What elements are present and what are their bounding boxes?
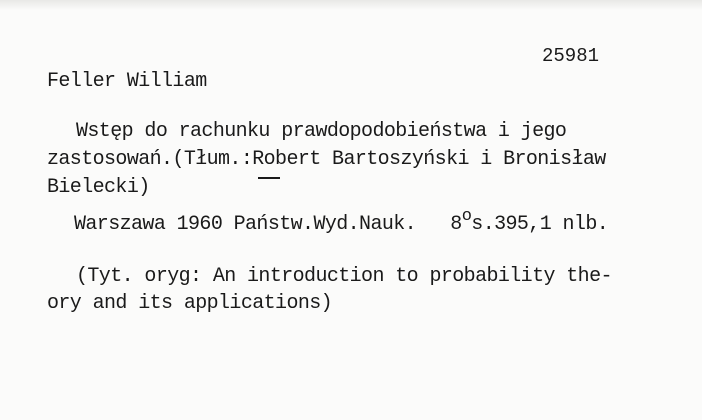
imprint-line <box>74 207 609 238</box>
collation: s.395,1 nlb. <box>471 213 609 236</box>
original-title-line-1: (Tyt. oryg: An introduction to probability the- <box>76 265 612 288</box>
accession-number: 25981 <box>542 45 600 67</box>
original-title-line-2: ory and its applications) <box>47 292 333 315</box>
format-superscript: o <box>461 207 472 226</box>
title-line-1: Wstęp do rachunku prawdopodobieństwa i jego <box>76 120 567 143</box>
title-line-2: zastosowań.(Tłum.:Robert Bartoszyński i Bronisław <box>47 148 606 171</box>
title-line-3: Bielecki) <box>47 176 150 199</box>
author-name: Feller William <box>47 70 207 93</box>
underline-mark <box>258 177 280 179</box>
imprint-publisher: Warszawa 1960 Państw.Wyd.Nauk. <box>74 213 417 236</box>
format-number: 8 <box>450 213 462 236</box>
